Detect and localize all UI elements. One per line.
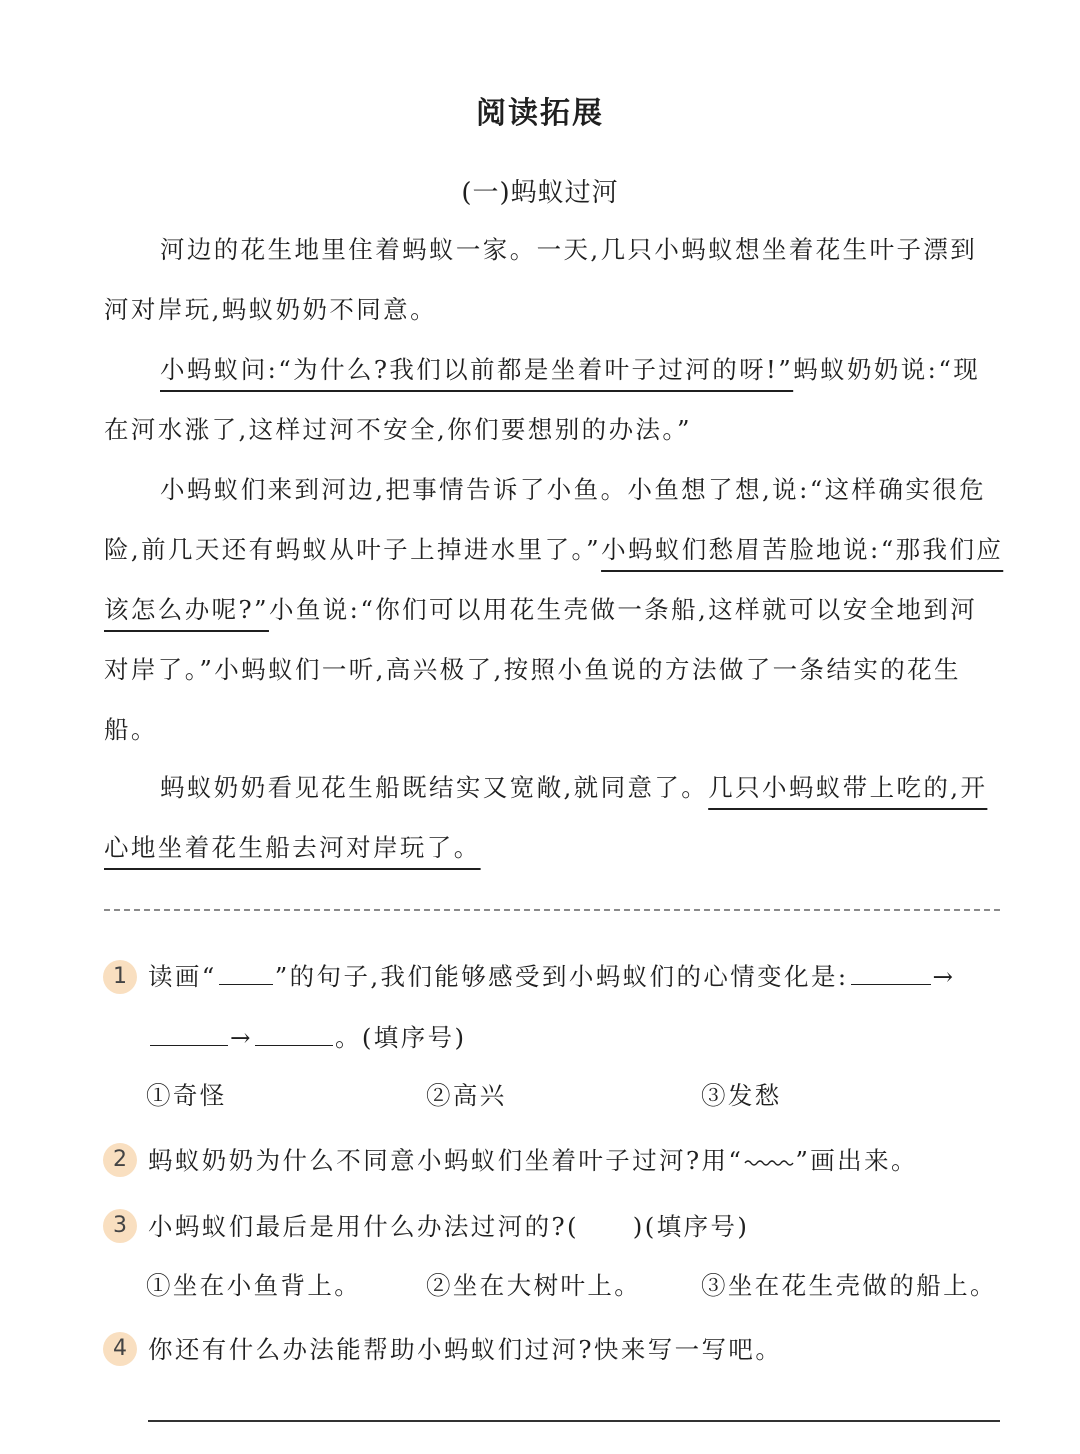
- q3-option-3: ③坐在花生壳做的船上。: [701, 1271, 997, 1300]
- page-title: 阅读拓展: [476, 96, 604, 131]
- wavy-line-mark: [743, 1159, 795, 1167]
- q1-option-3: ③发愁: [701, 1081, 782, 1110]
- question-number-1: 1: [103, 960, 137, 994]
- underlined-sentence-2: 小蚂蚁们愁眉苦脸地说:“那我们应该怎么办呢?”: [104, 535, 1004, 624]
- underlined-sentence-3: 几只小蚂蚁带上吃的,开心地坐着花生船去河对岸玩了。: [104, 773, 988, 862]
- question-number-2: 2: [103, 1143, 137, 1177]
- section-divider: [104, 909, 1000, 911]
- answer-blank-2[interactable]: [150, 1044, 228, 1046]
- q1-option-2: ②高兴: [426, 1081, 507, 1110]
- paragraph-3: 小蚂蚁们来到河边,把事情告诉了小鱼。小鱼想了想,说:“这样确实很危险,前几天还有蚂蚁从叶子上掉进水里了。”小蚂蚁们愁眉苦脸地说:“那我们应该怎么办呢?”小鱼说:“你们可以用花生壳做一条船,这样就可以安全地到河对岸了。”小蚂蚁们一听,高兴极了,按照小鱼说的方法做了一条结实的花生船。: [104, 475, 1004, 744]
- question-1: 读画“ ”的句子,我们能够感受到小蚂蚁们的心情变化是: →: [148, 962, 956, 991]
- q3-option-2: ②坐在大树叶上。: [426, 1271, 642, 1300]
- story-title: (一)蚂蚁过河: [461, 178, 619, 208]
- question-1-line-2: → 。(填序号): [148, 1022, 1008, 1054]
- answer-blank-1[interactable]: [851, 983, 931, 985]
- paragraph-2: 小蚂蚁问:“为什么?我们以前都是坐着叶子过河的呀!”蚂蚁奶奶说:“现在河水涨了,这样过河不安全,你们要想别的办法。”: [104, 355, 981, 444]
- paragraph-1: 河边的花生地里住着蚂蚁一家。一天,几只小蚂蚁想坐着花生叶子漂到河对岸玩,蚂蚁奶奶不同意。: [104, 235, 978, 324]
- underline-sample: [219, 983, 273, 985]
- answer-blank-3[interactable]: [255, 1044, 333, 1046]
- paragraph-4: 蚂蚁奶奶看见花生船既结实又宽敞,就同意了。几只小蚂蚁带上吃的,开心地坐着花生船去河对岸玩了。: [104, 773, 988, 862]
- q3-option-1: ①坐在小鱼背上。: [146, 1271, 362, 1300]
- question-number-3: 3: [103, 1209, 137, 1243]
- underlined-sentence-1: 小蚂蚁问:“为什么?我们以前都是坐着叶子过河的呀!”: [160, 355, 794, 384]
- answer-writing-line[interactable]: [148, 1420, 1000, 1422]
- question-3: 小蚂蚁们最后是用什么办法过河的?( )(填序号): [148, 1212, 750, 1241]
- question-number-4: 4: [103, 1332, 137, 1366]
- q1-option-1: ①奇怪: [146, 1081, 227, 1110]
- question-4: 你还有什么办法能帮助小蚂蚁们过河?快来写一写吧。: [148, 1335, 783, 1364]
- question-2: 蚂蚁奶奶为什么不同意小蚂蚁们坐着叶子过河?用“ ”画出来。: [148, 1146, 918, 1175]
